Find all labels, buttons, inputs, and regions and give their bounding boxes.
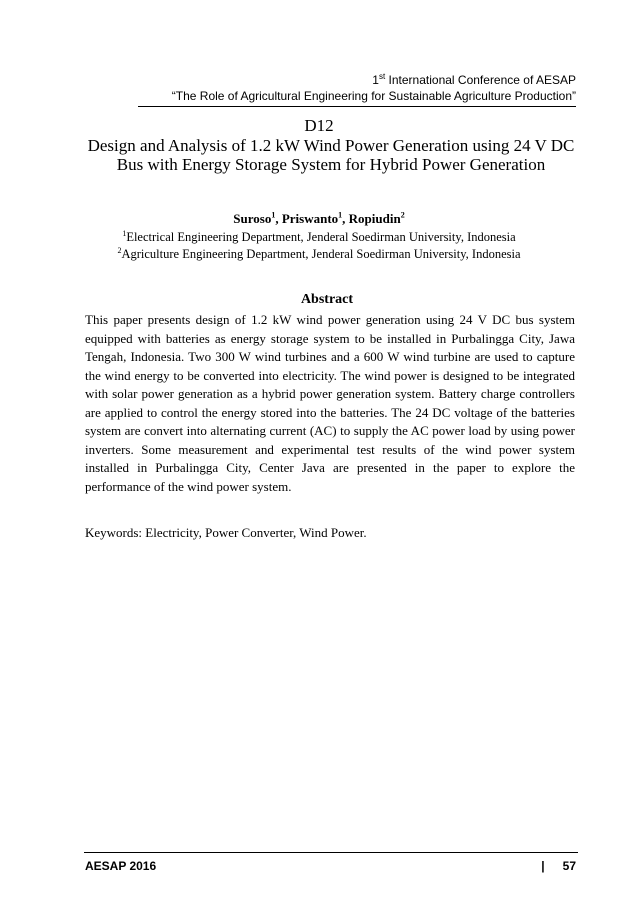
author-affil-marker: 2 — [400, 210, 405, 220]
author-separator: , — [342, 211, 349, 226]
abstract-text: This paper presents design of 1.2 kW wind power generation using 24 V DC bus system equipped with batteries as energy storage system to be installed in Purbalingga City, Jawa Tengah, Indonesia. Two 300 W wind turbines and a 600 W wind turbine are used to capture the wind energy to be converted into electricity. The wind power is designed to be integrated with solar power generation as a hybrid power generation system. Battery charge controllers are applied to control the energy stored into the batteries. The 24 DC voltage of the batteries system are convert into alternating current (AC) to supply the AC power load by using power inverters. Some measurement and experimental test results of the wind power system installed in Purbalingga City, Center Java are presented in the paper to explore the performance of the wind power system. — [85, 312, 575, 494]
header-divider — [138, 106, 576, 107]
paper-title: Design and Analysis of 1.2 kW Wind Power Generation using 24 V DC Bus with Energy Storage System for Hybrid Power Generation — [87, 136, 575, 174]
conference-ordinal: 1 — [372, 73, 379, 87]
footer-conference-label: AESAP 2016 — [85, 859, 157, 873]
affiliation — [0, 246, 638, 262]
conference-name: International Conference of AESAP — [385, 73, 576, 87]
conference-line — [56, 72, 576, 88]
footer-page — [541, 858, 576, 874]
affiliation-text: Agriculture Engineering Department, Jenderal Soedirman University, Indonesia — [121, 247, 521, 261]
running-header — [56, 72, 576, 104]
author-separator: , — [275, 211, 282, 226]
keywords: Keywords: Electricity, Power Converter, Wind Power. — [85, 525, 367, 540]
author-affil-marker: 1 — [271, 210, 276, 220]
footer-separator: | — [541, 859, 545, 873]
conference-ordinal-suffix: st — [378, 72, 386, 81]
author-name: Ropiudin — [348, 211, 401, 226]
affiliation — [0, 229, 638, 245]
abstract-heading: Abstract — [300, 292, 354, 307]
affiliation-number: 2 — [117, 245, 122, 255]
author-name: Priswanto — [281, 211, 339, 226]
affiliation-text: Electrical Engineering Department, Jenderal Soedirman University, Indonesia — [126, 230, 516, 244]
affiliation-number: 1 — [122, 228, 127, 238]
paper-id: D12 — [304, 116, 334, 135]
page-number: 57 — [562, 859, 576, 873]
author-affil-marker: 1 — [338, 210, 343, 220]
conference-theme: “The Role of Agricultural Engineering for Sustainable Agriculture Production” — [171, 89, 576, 103]
author-name: Suroso — [233, 211, 272, 226]
author-list — [0, 211, 638, 227]
footer-divider — [84, 852, 578, 853]
